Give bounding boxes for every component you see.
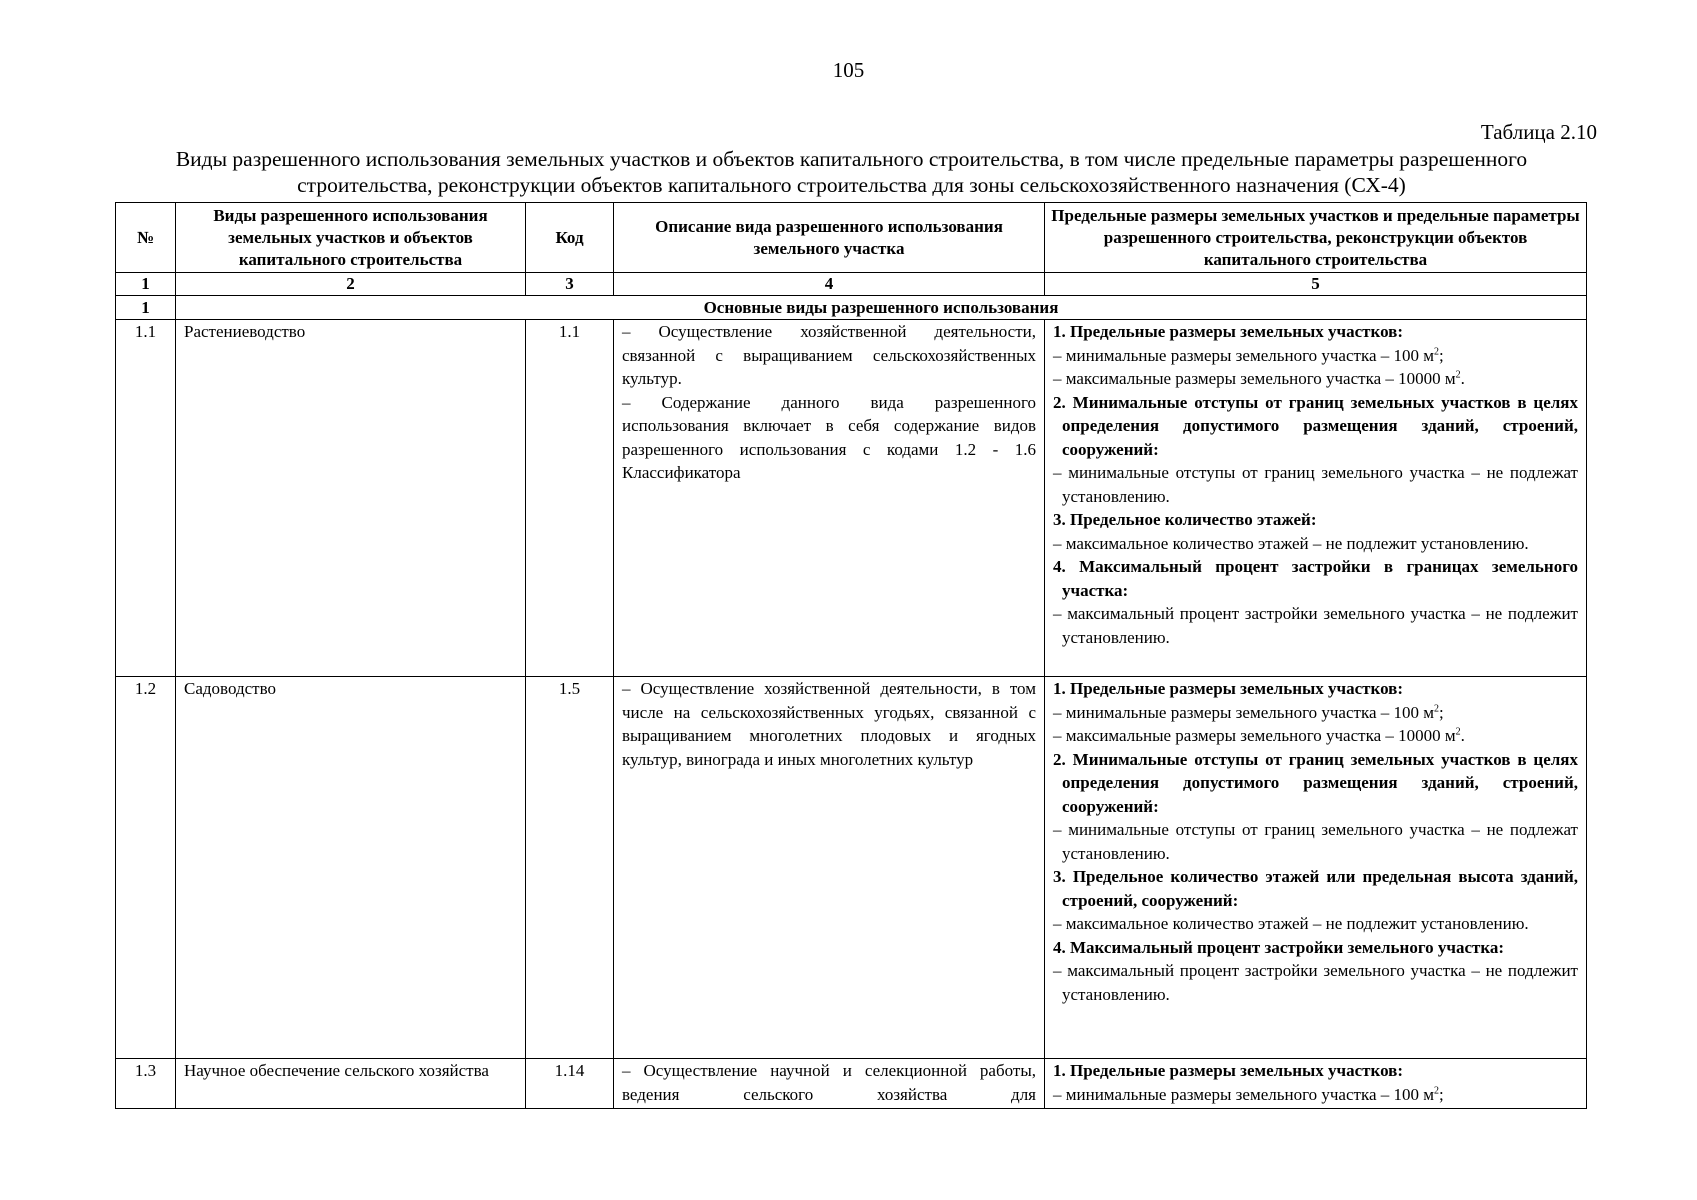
params-heading: 3. Предельное количество этажей: — [1053, 510, 1317, 529]
params-heading: 2. Минимальные отступы от границ земельных участков в целях определения допустимого размещения зданий, строений, сооружений: — [1053, 749, 1578, 816]
page-number: 105 — [832, 58, 865, 82]
column-number: 5 — [1045, 273, 1587, 296]
row-params — [1045, 677, 1587, 1059]
section-title: Основные виды разрешенного использования — [176, 296, 1587, 320]
zoning-table — [115, 202, 1587, 1109]
description-paragraph: – Осуществление хозяйственной деятельности, связанной с выращиванием сельскохозяйственных культур. — [622, 322, 1036, 388]
description-paragraph: – Осуществление хозяйственной деятельности, в том числе на сельскохозяйственных угодьях, связанной с выращиванием многолетних плодовых и ягодных культур, винограда и иных многолетних культур — [622, 679, 1036, 769]
row-description — [614, 320, 1045, 677]
column-number: 2 — [176, 273, 526, 296]
param-item: – максимальный процент застройки земельного участка – не подлежит установлению. — [1053, 604, 1578, 647]
section-row — [116, 296, 1587, 320]
param-end: . — [1460, 726, 1465, 745]
header-row — [116, 203, 1587, 273]
params-heading: 1. Предельные размеры земельных участков: — [1053, 1061, 1404, 1080]
params-heading: 4. Максимальный процент застройки земельного участка: — [1053, 937, 1505, 957]
table-label: Таблица 2.10 — [1480, 120, 1597, 144]
params-heading: 3. Предельное количество этажей или предельная высота зданий, строений, сооружений: — [1053, 867, 1578, 910]
column-number: 3 — [526, 273, 614, 296]
param-item — [1053, 344, 1578, 368]
unit-superscript: 2 — [1455, 369, 1461, 381]
param-item — [1053, 1083, 1578, 1107]
header-types: Виды разрешенного использования земельных участков и объектов капитального строительства — [176, 203, 526, 273]
param-text: – минимальные размеры земельного участка – 100 м — [1053, 702, 1435, 722]
row-number: 1.2 — [116, 677, 176, 1059]
unit-superscript: 2 — [1434, 345, 1440, 357]
column-number: 4 — [614, 273, 1045, 296]
row-code: 1.14 — [526, 1059, 614, 1109]
param-item: – минимальные отступы от границ земельного участка – не подлежат установлению. — [1053, 820, 1578, 863]
param-item: – максимальное количество этажей – не подлежит установлению. — [1053, 914, 1529, 933]
description-paragraph: – Осуществление научной и селекционной работы, ведения сельского хозяйства для — [622, 1061, 1036, 1104]
row-name: Садоводство — [176, 677, 526, 1059]
row-number: 1.3 — [116, 1059, 176, 1109]
param-end: ; — [1439, 345, 1444, 365]
table-row — [116, 320, 1587, 677]
param-item: – максимальное количество этажей – не подлежит установлению. — [1053, 533, 1529, 553]
unit-superscript: 2 — [1434, 702, 1440, 714]
row-params — [1045, 320, 1587, 677]
row-description — [614, 1059, 1045, 1109]
header-description: Описание вида разрешенного использования земельного участка — [614, 203, 1045, 273]
section-number: 1 — [116, 296, 176, 320]
param-end: ; — [1439, 702, 1444, 722]
row-name: Растениеводство — [176, 320, 526, 677]
description-paragraph: – Содержание данного вида разрешенного использования включает в себя содержание видов разрешенного использования с кодами 1.2 - 1.6 Классификатора — [622, 392, 1036, 482]
header-limits: Предельные размеры земельных участков и предельные параметры разрешенного строительства, реконструкции объектов капитального строительства — [1045, 203, 1587, 273]
header-code: Код — [526, 203, 614, 273]
param-text: – максимальные размеры земельного участка – 10000 м — [1053, 369, 1456, 388]
unit-superscript: 2 — [1434, 1084, 1440, 1096]
row-number: 1.1 — [116, 320, 176, 677]
param-text: – минимальные размеры земельного участка – 100 м — [1053, 345, 1435, 365]
row-code: 1.1 — [526, 320, 614, 677]
row-description — [614, 677, 1045, 1059]
param-item — [1053, 367, 1578, 391]
param-item — [1053, 724, 1578, 748]
params-heading: 4. Максимальный процент застройки в границах земельного участка: — [1053, 557, 1578, 600]
row-name: Научное обеспечение сельского хозяйства — [176, 1059, 526, 1109]
params-heading: 1. Предельные размеры земельных участков: — [1053, 679, 1404, 698]
param-end: . — [1460, 369, 1465, 388]
unit-superscript: 2 — [1455, 726, 1461, 738]
params-heading: 1. Предельные размеры земельных участков: — [1053, 322, 1404, 341]
column-number-row — [116, 273, 1587, 296]
row-code: 1.5 — [526, 677, 614, 1059]
row-params — [1045, 1059, 1587, 1109]
param-item: – минимальные отступы от границ земельного участка – не подлежат установлению. — [1053, 463, 1578, 506]
param-text: – минимальные размеры земельного участка – 100 м — [1053, 1084, 1435, 1104]
header-no: № — [116, 203, 176, 273]
column-number: 1 — [116, 273, 176, 296]
table-row — [116, 1059, 1587, 1109]
param-end: ; — [1439, 1084, 1444, 1104]
param-text: – максимальные размеры земельного участка – 10000 м — [1053, 726, 1456, 745]
param-item: – максимальный процент застройки земельного участка – не подлежит установлению. — [1053, 961, 1578, 1004]
params-heading: 2. Минимальные отступы от границ земельных участков в целях определения допустимого размещения зданий, строений, сооружений: — [1053, 392, 1578, 459]
table-row — [116, 677, 1587, 1059]
param-item — [1053, 701, 1578, 725]
table-title: Виды разрешенного использования земельных участков и объектов капитального строительства, в том числе предельные параметры разрешенного строительства, реконструкции объектов капитального строительства для зоны сельскохозяйственного назначения (СХ-4) — [175, 147, 1528, 197]
